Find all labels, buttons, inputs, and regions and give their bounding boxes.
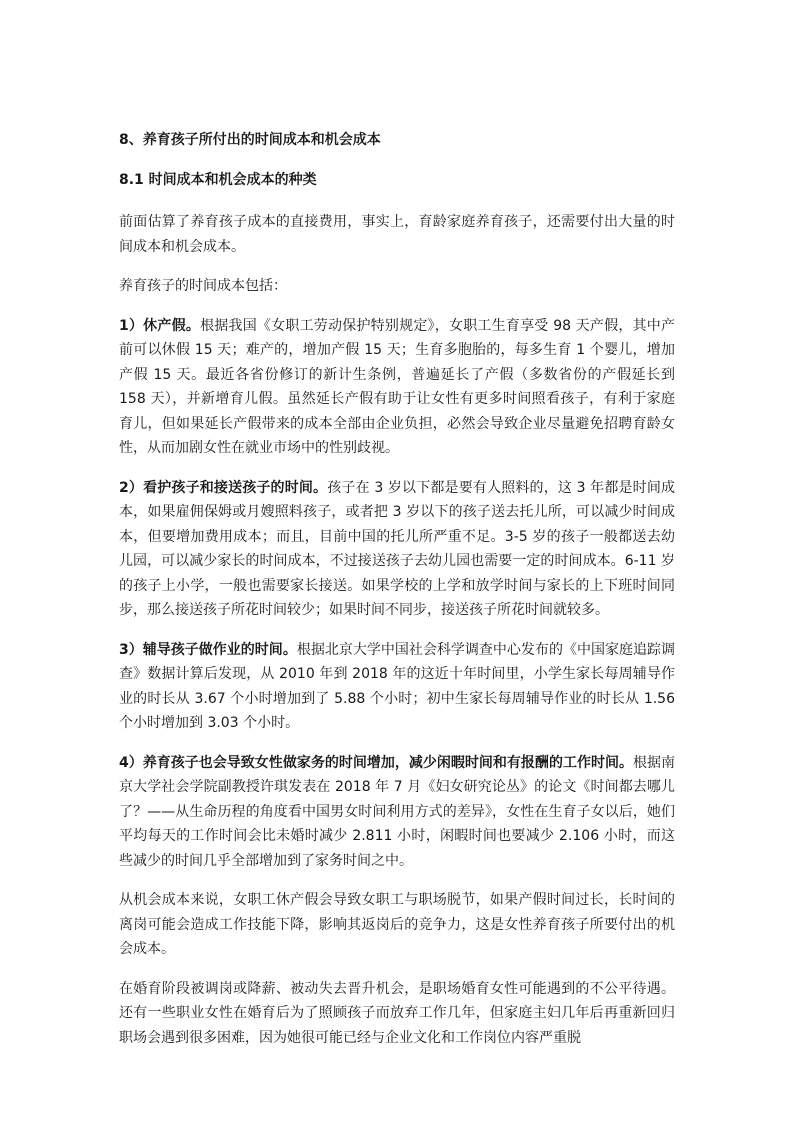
item-maternity-leave: [119, 314, 675, 461]
item-title: 1）休产假。: [119, 317, 201, 334]
item-title: 4）养育孩子也会导致女性做家务的时间增加，减少闲暇时间和有报酬的工作时间。: [119, 754, 633, 771]
last-paragraph: 在婚育阶段被调岗或降薪、被动失去晋升机会，是职场婚育女性可能遇到的不公平待遇。还有一些职业女性在婚育后为了照顾孩子而放弃工作几年，但家庭主妇几年后再重新回归职场会遇到很多困难，因为她很可能已经与企业文化和工作岗位内容严重脱: [119, 980, 675, 1046]
item-title: 2）看护孩子和接送孩子的时间。: [119, 479, 328, 496]
intro-paragraph: 前面估算了养育孩子成本的直接费用，事实上，育龄家庭养育孩子，还需要付出大量的时间成本和机会成本。: [119, 214, 675, 255]
item-housework-time: [119, 751, 675, 874]
item-body: 根据北京大学中国社会科学调查中心发布的《中国家庭追踪调查》数据计算后发现，从 2010 年到 2018 年的这近十年时间里，小学生家长每周辅导作业的时长从 3.67 个小时增加到了 5.88 个小时；初中生家长每周辅导作业的时长从 1.56 个小时增加到 3.03 个小时。: [119, 641, 675, 731]
section-heading: 8、养育孩子所付出的时间成本和机会成本: [119, 132, 381, 148]
item-body: 根据我国《女职工劳动保护特别规定》，女职工生育享受 98 天产假，其中产前可以休假 15 天；难产的，增加产假 15 天；生育多胞胎的，每多生育 1 个婴儿，增加产假 15 天。最近各省份修订的新计生条例，普遍延长了产假（多数省份的产假延长到 158 天），并新增育儿假。虽然延长产假有助于让女性有更多时间照看孩子，有利于家庭育儿，但如果延长产假带来的成本全部由企业负担，必然会导致企业尽量避免招聘育龄女性，从而加剧女性在就业市场中的性别歧视。: [119, 317, 675, 456]
item-childcare-transport: [119, 476, 675, 623]
item-body: 孩子在 3 岁以下都是要有人照料的，这 3 年都是时间成本，如果雇佣保姆或月嫂照料孩子，或者把 3 岁以下的孩子送去托儿所，可以减少时间成本，但要增加费用成本；而且，目前中国的托儿所严重不足。3-5 岁的孩子一般都送去幼儿园，可以减少家长的时间成本，不过接送孩子去幼儿园也需要一定的时间成本。6-11 岁的孩子上小学，一般也需要家长接送。如果学校的上学和放学时间与家长的上下班时间同步，那么接送孩子所花时间较少；如果时间不同步，接送孩子所花时间就较多。: [119, 479, 675, 618]
opportunity-cost-paragraph: 从机会成本来说，女职工休产假会导致女职工与职场脱节，如果产假时间过长，长时间的离岗可能会造成工作技能下降，影响其返岗后的竞争力，这是女性养育孩子所要付出的机会成本。: [119, 892, 675, 957]
subsection-heading: 8.1 时间成本和机会成本的种类: [119, 172, 317, 188]
item-body: 根据南京大学社会学院副教授许琪发表在 2018 年 7 月《妇女研究论丛》的论文《时间都去哪儿了？——从生命历程的角度看中国男女时间利用方式的差异》，女性在生育子女以后，她们平均每天的工作时间会比未婚时减少 2.811 小时，闲暇时间也要减少 2.106 小时，而这些减少的时间几乎全部增加到了家务时间之中。: [119, 754, 675, 869]
time-cost-intro: 养育孩子的时间成本包括：: [119, 278, 287, 294]
item-title: 3）辅导孩子做作业的时间。: [119, 641, 297, 658]
document-body: [119, 128, 675, 1065]
item-homework-help: [119, 638, 675, 736]
